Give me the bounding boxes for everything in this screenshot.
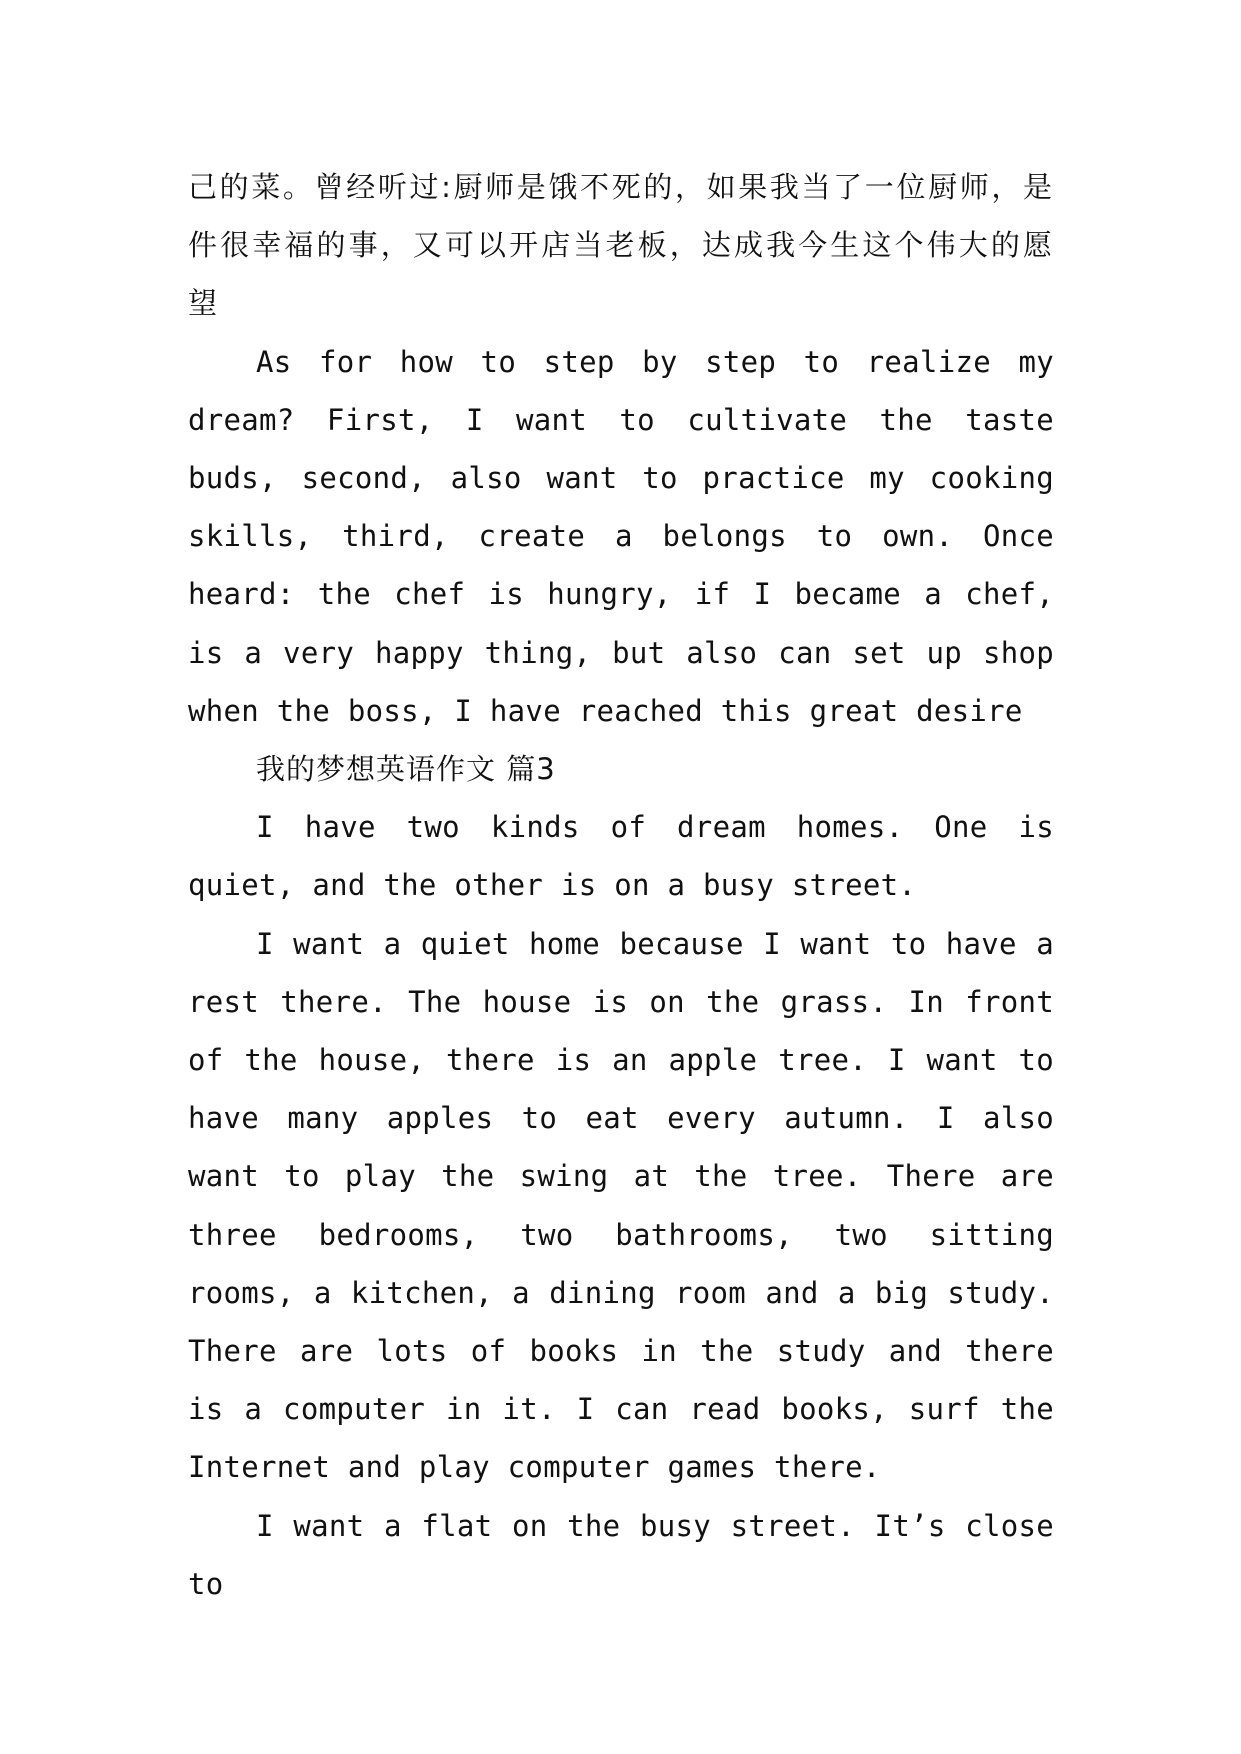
paragraph-quiet-home: I want a quiet home because I want to have a rest there. The house is on the grass. In front of the house, there is an apple tree. I want to have many apples to eat every autumn. I also want to play the swing at the tree. There are three bedrooms, two bathrooms, two sitting rooms, a kitchen, a dining room and a big study. There are lots of books in the study and there is a computer in it. I can read books, surf the Internet and play computer games there.	[188, 926, 1054, 1485]
section-heading: 我的梦想英语作文 篇3	[256, 752, 556, 787]
document-page	[188, 158, 1054, 1613]
paragraph-dream-homes-intro: I have two kinds of dream homes. One is quiet, and the other is on a busy street.	[188, 810, 1054, 903]
paragraph-busy-street-flat: I want a flat on the busy street. It’s close to	[188, 1508, 1054, 1601]
paragraph-chinese-ending: 己的菜。曾经听过:厨师是饿不死的，如果我当了一位厨师，是件很幸福的事，又可以开店当老板，达成我今生这个伟大的愿望	[188, 170, 1054, 321]
paragraph-english-dream-steps: As for how to step by step to realize my dream? First, I want to cultivate the taste buds, second, also want to practice my cooking skills, third, create a belongs to own. Once heard: the chef is hungry, if I became a chef, is a very happy thing, but also can set up shop when the boss, I have reached this great desire	[188, 344, 1054, 728]
